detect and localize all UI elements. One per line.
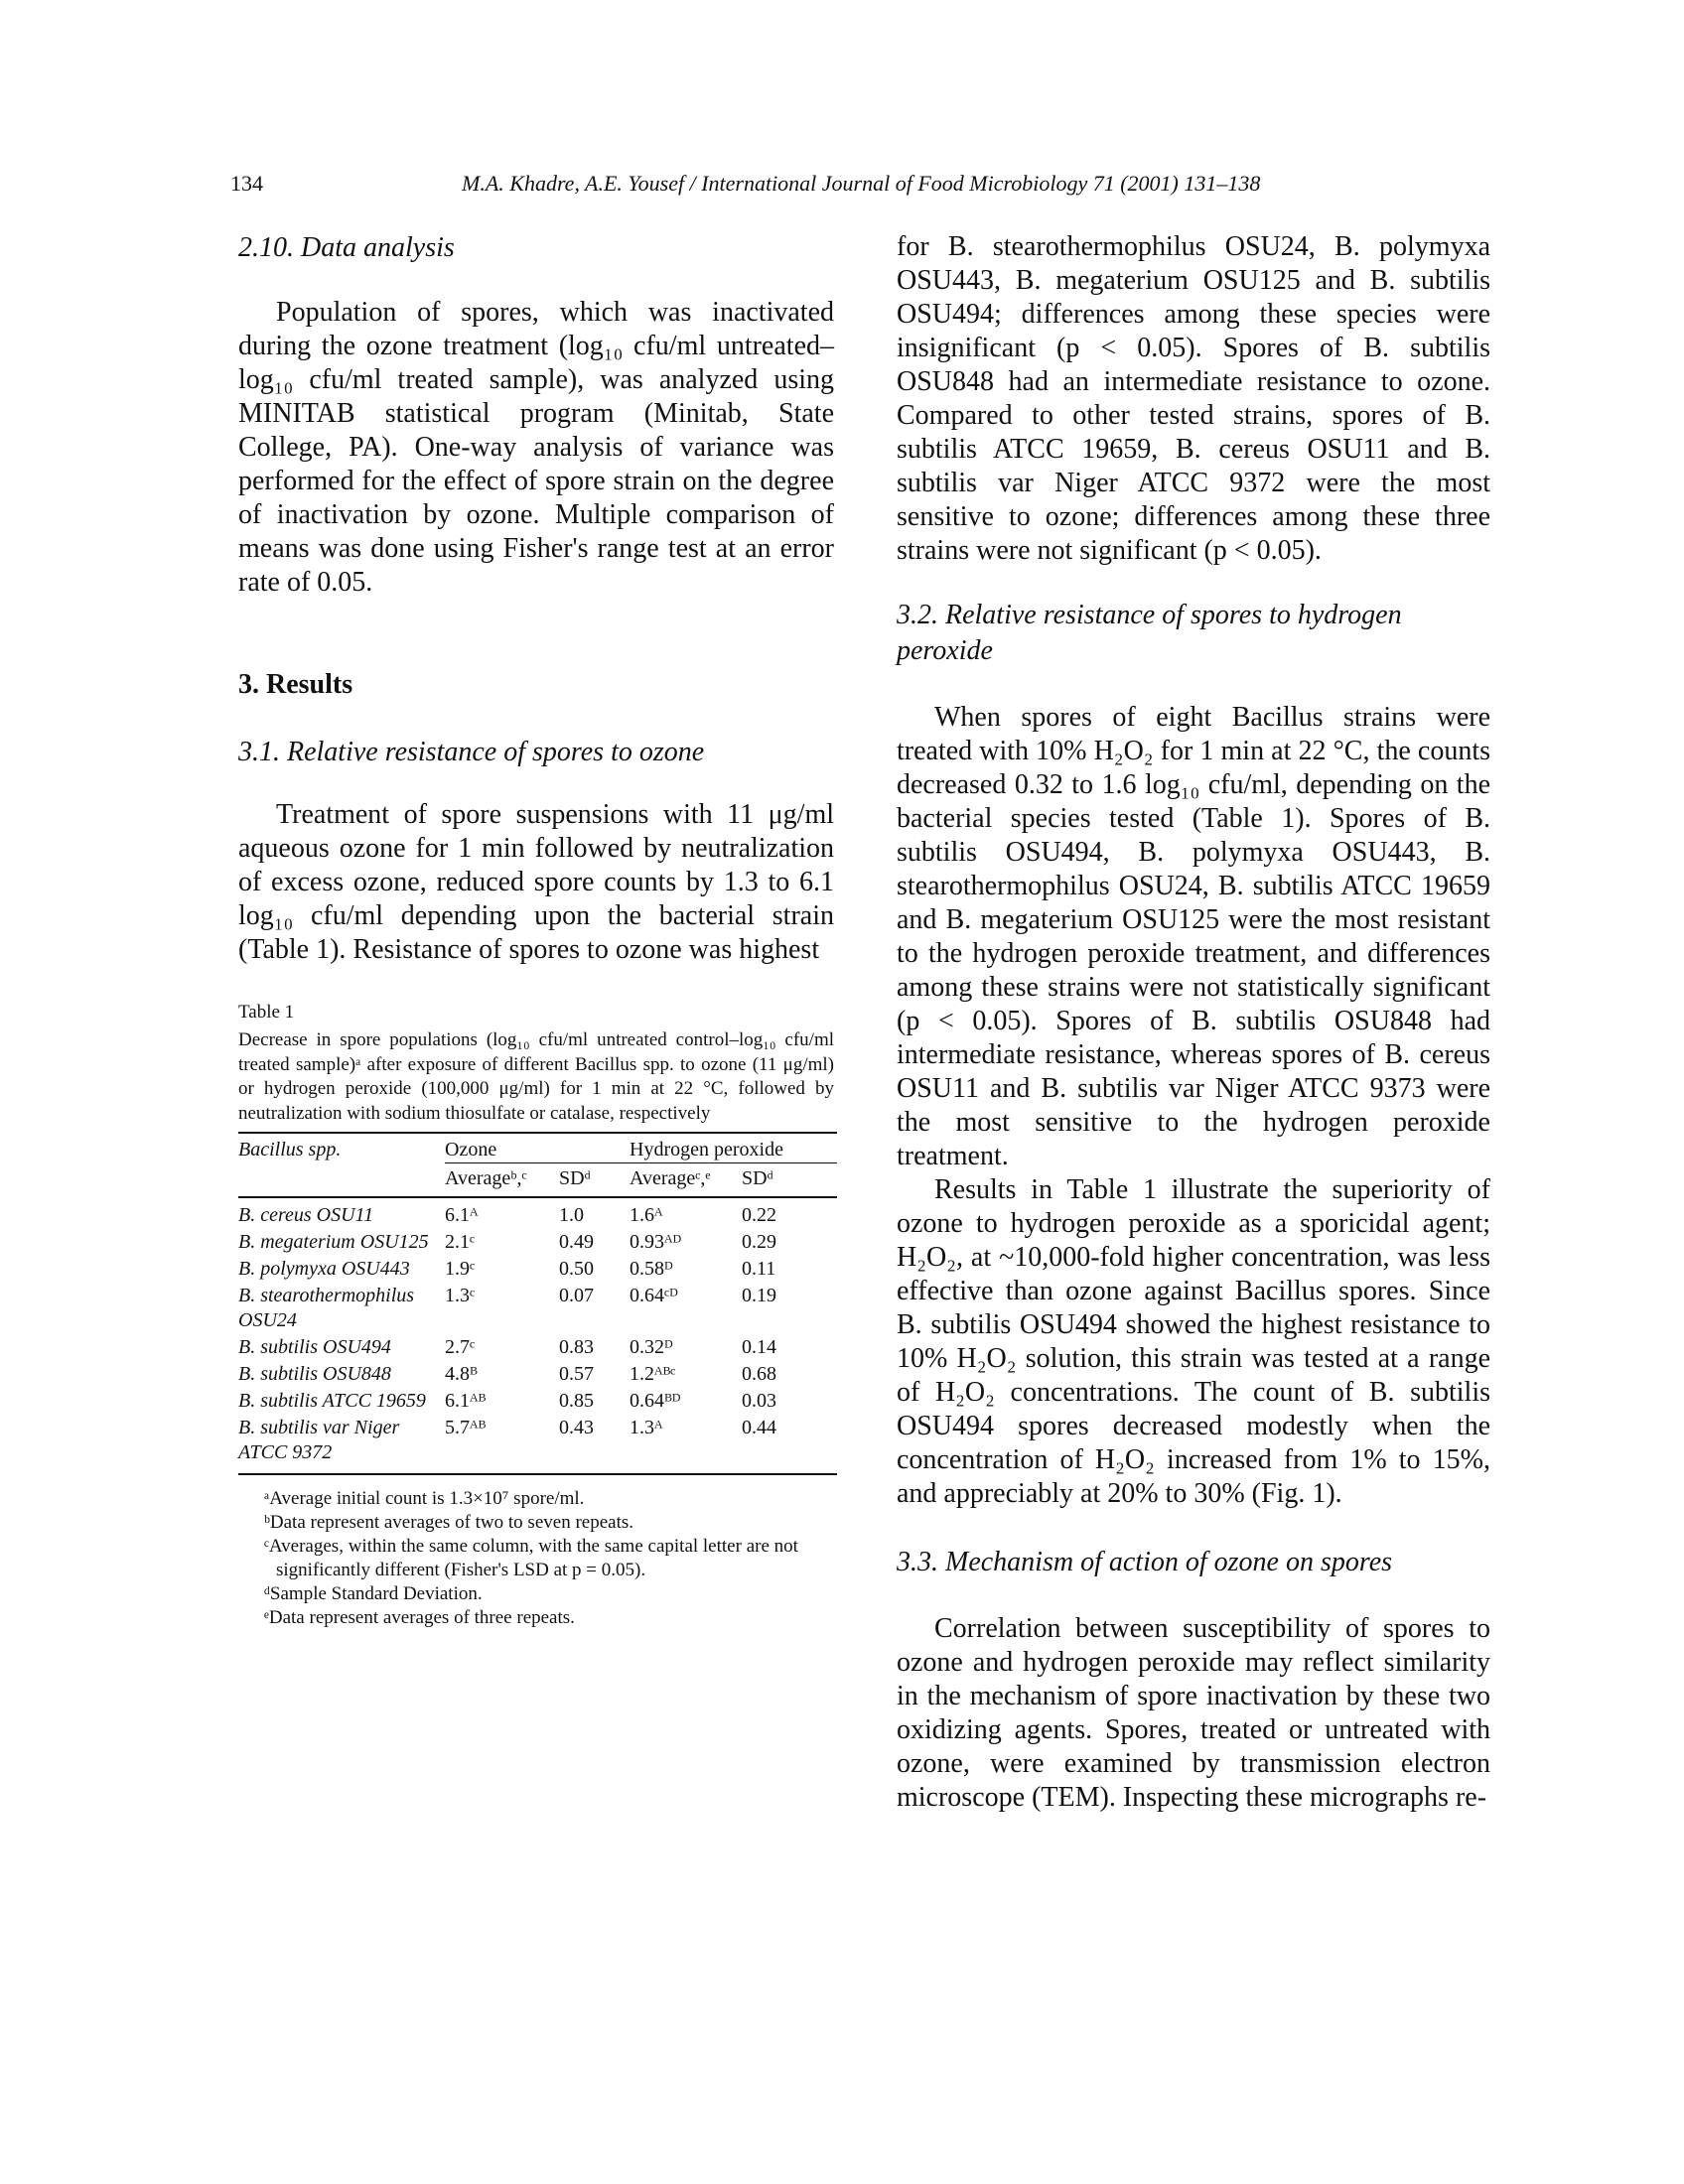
footnote-e: ᵉData represent averages of three repeats. [264,1607,575,1628]
page-number: 134 [230,171,263,196]
section-3-3-body: Correlation between susceptibility of spores to ozone and hydrogen peroxide may reflect similarity in the mechanism of spore inactivation by these two oxidizing agents. Spores, treated or untreated with ozone, were examined by transmission electron microscope (TEM). Inspecting these micrographs re- [897,1613,1490,1813]
footnote-c: ᶜAverages, within the same column, with the same capital letter are not significantly different (Fisher's LSD at p = 0.05). [264,1536,798,1580]
ozone-average-cell: 2.7ᶜ [445,1336,476,1358]
section-3-2-title: 3.2. Relative resistance of spores to hydrogen peroxide [897,600,1402,666]
species-cell: B. subtilis var Niger ATCC 9372 [238,1417,400,1463]
h2o2-sd-cell: 0.03 [742,1390,776,1412]
section-2-10-body: Population of spores, which was inactivated during the ozone treatment (log₁₀ cfu/ml untreated–log₁₀ cfu/ml treated sample), was analyzed using MINITAB statistical program (Minitab, State College, PA). One-way analysis of variance was performed for the effect of spore strain on the degree of inactivation by ozone. Multiple comparison of means was done using Fisher's range test at an error rate of 0.05. [238,297,834,598]
species-cell: B. subtilis ATCC 19659 [238,1390,426,1412]
footnote-b: ᵇData represent averages of two to seven repeats. [264,1512,633,1533]
section-3-1-body: Treatment of spore suspensions with 11 μg/ml aqueous ozone for 1 min followed by neutralization of excess ozone, reduced spore counts by 1.3 to 6.1 log₁₀ cfu/ml depending upon the bacterial strain (Table 1). Resistance of spores to ozone was highest [238,799,834,965]
h2o2-average-cell: 0.93ᴬᴰ [630,1231,682,1253]
sub-avg-ozone: Averageᵇ,ᶜ [445,1167,527,1189]
table-row [238,1387,837,1414]
h2o2-sd-cell: 0.11 [742,1258,776,1280]
species-cell: B. subtilis OSU494 [238,1336,391,1358]
species-cell: B. cereus OSU11 [238,1204,374,1226]
species-cell: B. stearothermophilus OSU24 [238,1285,415,1331]
h2o2-average-cell: 1.3ᴬ [630,1417,663,1438]
footnote-a: ᵃAverage initial count is 1.3×10⁷ spore/ml. [264,1488,585,1509]
sub-sd-ozone: SDᵈ [559,1167,591,1189]
section-3-title: 3. Results [238,669,353,700]
sub-avg-h2o2: Averageᶜ,ᵉ [630,1167,711,1189]
species-cell: B. subtilis OSU848 [238,1363,391,1385]
ozone-sd-cell: 0.85 [559,1390,594,1412]
ozone-average-cell: 1.3ᶜ [445,1285,476,1306]
section-3-3-title: 3.3. Mechanism of action of ozone on spores [897,1547,1393,1577]
h2o2-average-cell: 0.32ᴰ [630,1336,673,1358]
col-h2o2-header: Hydrogen peroxide [622,1133,837,1163]
running-header [230,171,1561,210]
ozone-average-cell: 1.9ᶜ [445,1258,476,1280]
sub-sd-h2o2: SDᵈ [742,1167,773,1189]
species-cell: B. megaterium OSU125 [238,1231,429,1253]
table-footnotes [238,1487,834,1630]
h2o2-sd-cell: 0.44 [742,1417,776,1438]
section-3-1-title: 3.1. Relative resistance of spores to ozone [238,737,705,767]
h2o2-average-cell: 1.6ᴬ [630,1204,663,1226]
footnote-d: ᵈSample Standard Deviation. [264,1583,483,1604]
section-2-10-title: 2.10. Data analysis [238,232,455,263]
table-row [238,1228,837,1255]
ozone-sd-cell: 0.43 [559,1417,594,1438]
h2o2-sd-cell: 0.29 [742,1231,776,1253]
species-cell: B. polymyxa OSU443 [238,1258,410,1280]
h2o2-sd-cell: 0.14 [742,1336,776,1358]
ozone-sd-cell: 0.07 [559,1285,594,1306]
table-row [238,1282,837,1333]
h2o2-average-cell: 0.64ᴮᴰ [630,1390,681,1412]
h2o2-average-cell: 0.64ᶜᴰ [630,1285,678,1306]
ozone-average-cell: 2.1ᶜ [445,1231,476,1253]
ozone-average-cell: 4.8ᴮ [445,1363,478,1385]
ozone-average-cell: 5.7ᴬᴮ [445,1417,487,1438]
table-caption: Decrease in spore populations (log₁₀ cfu/ml untreated control–log₁₀ cfu/ml treated sample)ᵃ after exposure of different Bacillus spp. to ozone (11 μg/ml) or hydrogen peroxide (100,000 μg/ml) for 1 min at 22 °C, followed by neutralization with sodium thiosulfate or catalase, respectively [238,1029,834,1124]
h2o2-average-cell: 1.2ᴬᴮᶜ [630,1363,676,1385]
ozone-average-cell: 6.1ᴬ [445,1204,479,1226]
section-3-2-body-1: When spores of eight Bacillus strains were treated with 10% H₂O₂ for 1 min at 22 °C, the counts decreased 0.32 to 1.6 log₁₀ cfu/ml, depending on the bacterial species tested (Table 1). Spores of B. subtilis OSU494, B. polymyxa OSU443, B. stearothermophilus OSU24, B. subtilis ATCC 19659 and B. megaterium OSU125 were the most resistant to the hydrogen peroxide treatment, and differences among these strains were not statistically significant (p < 0.05). Spores of B. subtilis OSU848 had intermediate resistance, whereas spores of B. cereus OSU11 and B. subtilis var Niger ATCC 9373 were the most sensitive to the hydrogen peroxide treatment. [897,702,1490,1171]
table-1 [238,1132,837,1475]
ozone-average-cell: 6.1ᴬᴮ [445,1390,487,1412]
section-3-2-body-2: Results in Table 1 illustrate the superiority of ozone to hydrogen peroxide as a sporicidal agent; H₂O₂, at ~10,000-fold higher concentration, was less effective than ozone against Bacillus spores. Since B. subtilis OSU494 showed the highest resistance to 10% H₂O₂ solution, this strain was tested at a range of H₂O₂ concentrations. The count of B. subtilis OSU494 spores decreased modestly when the concentration of H₂O₂ increased from 1% to 15%, and appreciably at 20% to 30% (Fig. 1). [897,1174,1490,1509]
h2o2-sd-cell: 0.68 [742,1363,776,1385]
left-column [238,230,834,1630]
table-label: Table 1 [238,1002,295,1023]
table-row [238,1414,837,1474]
h2o2-average-cell: 0.58ᴰ [630,1258,673,1280]
h2o2-sd-cell: 0.19 [742,1285,776,1306]
h2o2-sd-cell: 0.22 [742,1204,776,1226]
table-row [238,1333,837,1360]
ozone-sd-cell: 1.0 [559,1204,584,1226]
ozone-sd-cell: 0.50 [559,1258,594,1280]
table-row [238,1255,837,1282]
table-row [238,1360,837,1387]
col-ozone-header: Ozone [445,1133,622,1163]
ozone-sd-cell: 0.83 [559,1336,594,1358]
running-head: M.A. Khadre, A.E. Yousef / International Journal of Food Microbiology 71 (2001) 131–138 [462,171,1261,196]
section-3-1-continued: for B. stearothermophilus OSU24, B. polymyxa OSU443, B. megaterium OSU125 and B. subtilis OSU494; differences among these species were insignificant (p < 0.05). Spores of B. subtilis OSU848 had an intermediate resistance to ozone. Compared to other tested strains, spores of B. subtilis ATCC 19659, B. cereus OSU11 and B. subtilis var Niger ATCC 9372 were the most sensitive to ozone; differences among these three strains were not significant (p < 0.05). [897,231,1490,566]
ozone-sd-cell: 0.57 [559,1363,594,1385]
ozone-sd-cell: 0.49 [559,1231,594,1253]
col-species-header: Bacillus spp. [238,1139,342,1160]
table-row [238,1197,837,1228]
right-column [897,230,1490,1815]
